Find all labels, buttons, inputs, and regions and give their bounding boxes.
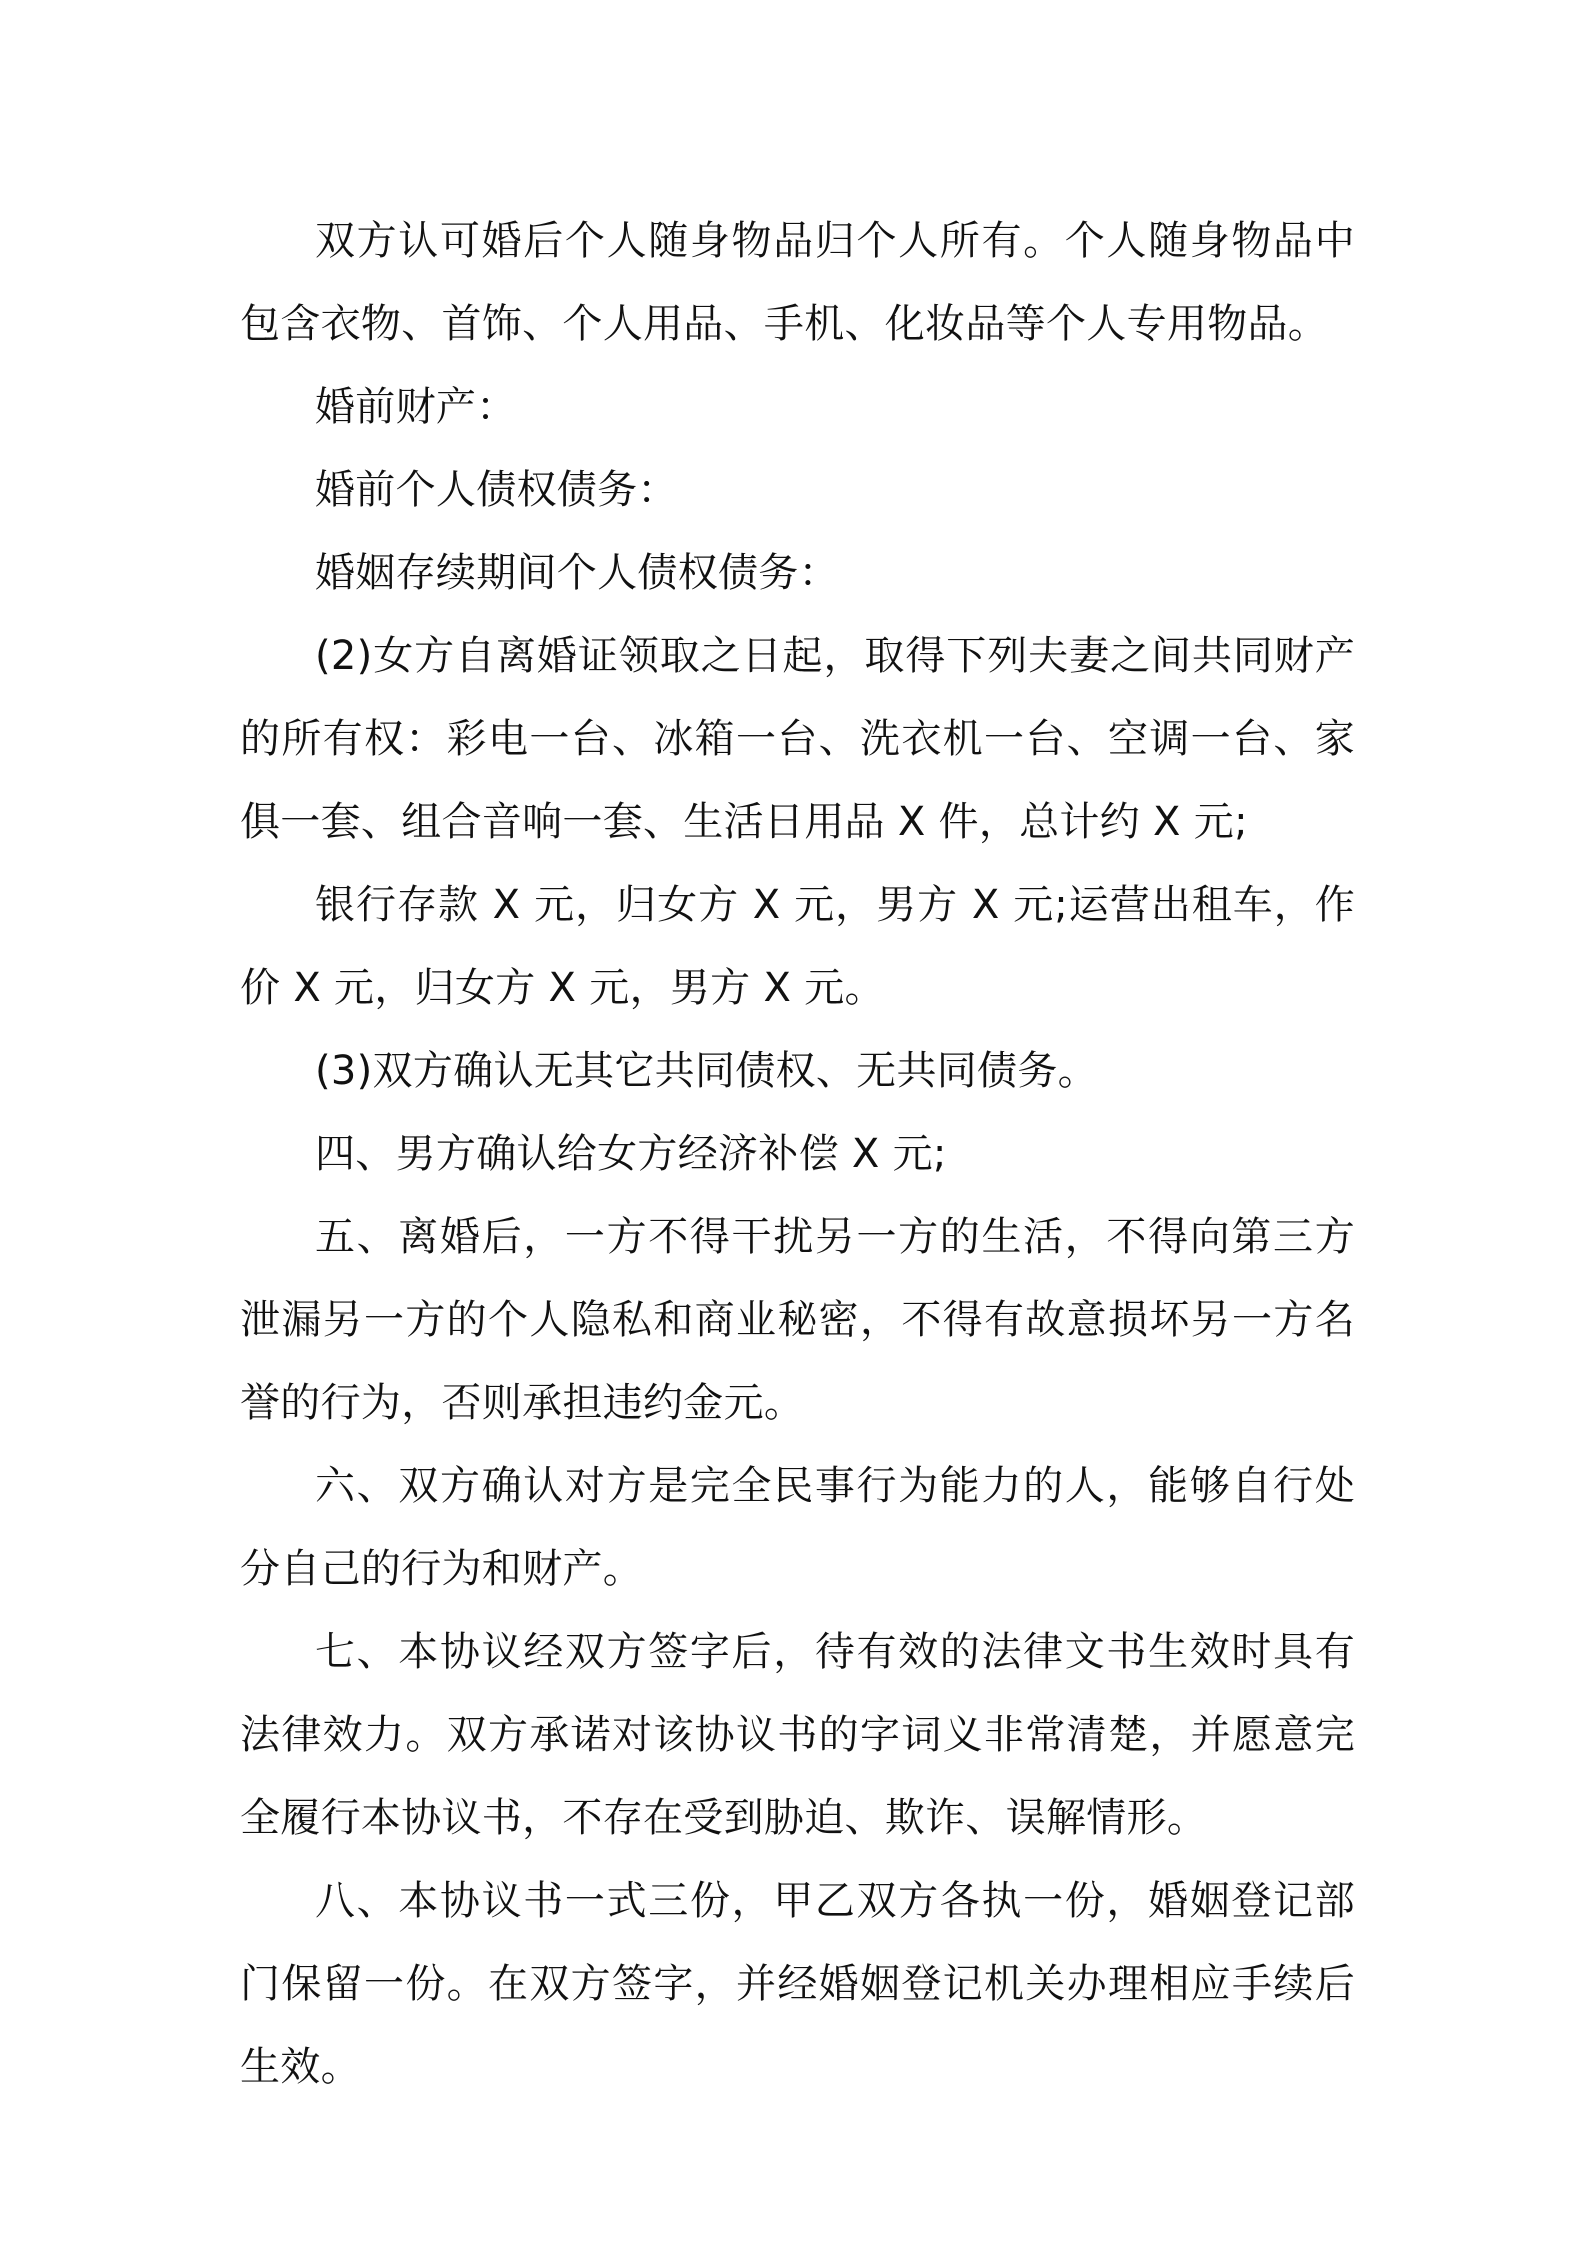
document-body (240, 200, 1355, 2109)
paragraph-premarital-debts: 婚前个人债权债务： (315, 467, 678, 513)
paragraph-clause-eight: 八、本协议书一式三份，甲乙双方各执一份，婚姻登记部门保留一份。在双方签字，并经婚姻登记机关办理相应手续后生效。 (240, 1878, 1355, 2090)
paragraph-bank-deposit: 银行存款 X 元，归女方 X 元，男方 X 元;运营出租车，作价 X 元，归女方 X 元，男方 X 元。 (240, 882, 1355, 1011)
paragraph-premarital-property: 婚前财产： (315, 384, 517, 430)
paragraph-clause-four: 四、男方确认给女方经济补偿 X 元; (315, 1131, 947, 1177)
paragraph-clause-five: 五、离婚后，一方不得干扰另一方的生活，不得向第三方泄漏另一方的个人隐私和商业秘密，不得有故意损坏另一方名誉的行为，否则承担违约金元。 (240, 1214, 1355, 1426)
paragraph-clause-2-joint-property: (2)女方自离婚证领取之日起，取得下列夫妻之间共同财产的所有权：彩电一台、冰箱一台、洗衣机一台、空调一台、家俱一套、组合音响一套、生活日用品 X 件，总计约 X 元; (240, 633, 1355, 845)
paragraph-clause-seven: 七、本协议经双方签字后，待有效的法律文书生效时具有法律效力。双方承诺对该协议书的字词义非常清楚，并愿意完全履行本协议书，不存在受到胁迫、欺诈、误解情形。 (240, 1629, 1355, 1841)
paragraph-marital-debts: 婚姻存续期间个人债权债务： (315, 550, 839, 596)
paragraph-clause-six: 六、双方确认对方是完全民事行为能力的人，能够自行处分自己的行为和财产。 (240, 1463, 1355, 1592)
paragraph-personal-belongings: 双方认可婚后个人随身物品归个人所有。个人随身物品中包含衣物、首饰、个人用品、手机、化妆品等个人专用物品。 (240, 218, 1355, 347)
paragraph-clause-3-no-debts: (3)双方确认无其它共同债权、无共同债务。 (315, 1048, 1098, 1094)
